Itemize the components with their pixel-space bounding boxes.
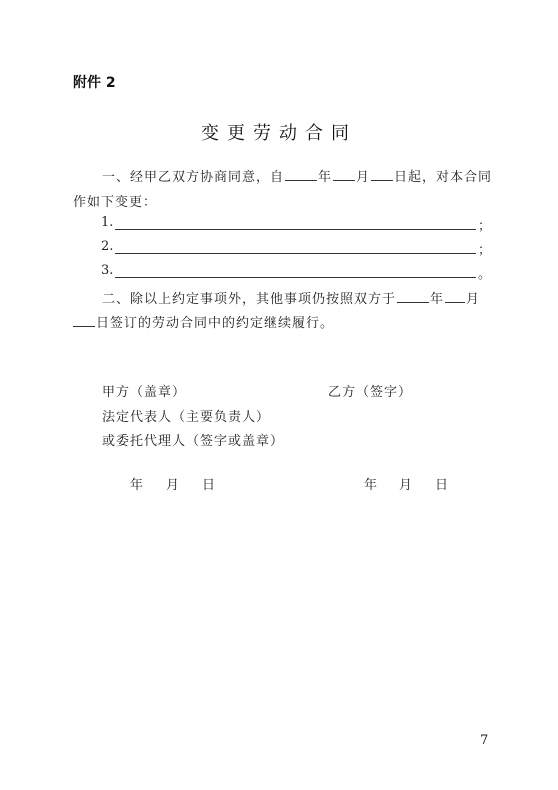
item-1-number: 1. [101, 215, 114, 230]
item-3-number: 3. [101, 263, 114, 278]
item-2-number: 2. [101, 239, 114, 254]
party-a-label: 甲方（盖章） [102, 385, 187, 400]
paragraph-2-continuation: 日签订的劳动合同中的约定继续履行。 [96, 316, 335, 331]
para2-month-label: 月 [466, 292, 481, 307]
paragraph-1-line-2: 作如下变更： [73, 195, 158, 210]
year-label: 年 [318, 170, 333, 185]
party-a-date-month: 月 [166, 478, 180, 493]
item-1-end: ； [478, 219, 492, 234]
item-2-end: ； [478, 243, 492, 258]
paragraph-2-line-2 [73, 312, 334, 331]
item-3-line[interactable] [115, 277, 476, 278]
party-b-date-day: 日 [435, 478, 449, 493]
paragraph-1-intro: 一、经甲乙双方协商同意，自 [102, 170, 285, 185]
month-label: 月 [356, 170, 371, 185]
year-blank[interactable] [285, 167, 317, 181]
agent-label: 或委托代理人（签字或盖章） [102, 434, 285, 449]
party-b-date-year: 年 [364, 478, 378, 493]
item-3-end: 。 [478, 267, 492, 282]
para2-day-blank[interactable] [73, 313, 95, 327]
para2-month-blank[interactable] [445, 289, 465, 303]
party-a-date-day: 日 [202, 478, 216, 493]
para2-year-label: 年 [430, 292, 445, 307]
document-title: 变更劳动合同 [201, 123, 357, 144]
paragraph-2-intro: 二、除以上约定事项外，其他事项仍按照双方于 [102, 292, 397, 307]
item-1-line[interactable] [115, 229, 476, 230]
party-b-date-month: 月 [399, 478, 413, 493]
party-b-label: 乙方（签字） [328, 385, 413, 400]
party-a-date-year: 年 [130, 478, 144, 493]
day-blank[interactable] [371, 167, 393, 181]
paragraph-2-line-1 [102, 288, 480, 307]
page-number: 7 [480, 733, 489, 748]
day-from-label: 日起，对本合同 [394, 170, 493, 185]
month-blank[interactable] [333, 167, 355, 181]
legal-representative-label: 法定代表人（主要负责人） [102, 410, 271, 425]
item-2-line[interactable] [115, 253, 476, 254]
attachment-label: 附件 2 [73, 75, 116, 91]
paragraph-1-line-1 [102, 166, 492, 185]
para2-year-blank[interactable] [397, 289, 429, 303]
